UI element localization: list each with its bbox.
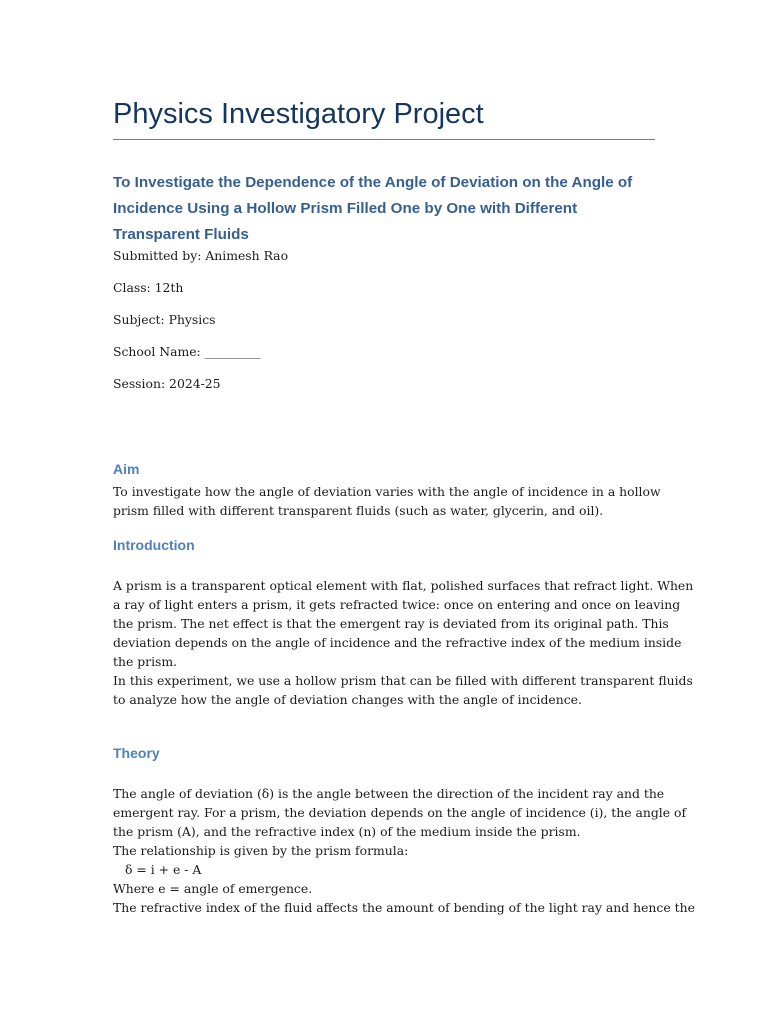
- introduction-paragraph: [113, 576, 694, 709]
- class-info: Class: 12th: [113, 280, 184, 295]
- theory-line: Where e = angle of emergence.: [113, 881, 313, 896]
- introduction-line: a ray of light enters a prism, it gets refracted twice: once on entering and once on leaving: [113, 597, 681, 612]
- aim-paragraph: [113, 482, 661, 520]
- subtitle-line: To Investigate the Dependence of the Angle of Deviation on the Angle of: [113, 174, 633, 191]
- school-name: School Name: _________: [113, 344, 261, 359]
- theory-line: emergent ray. For a prism, the deviation depends on the angle of incidence (i), the angle of: [113, 805, 687, 820]
- session-info: Session: 2024-25: [113, 376, 221, 391]
- aim-heading: Aim: [113, 461, 140, 477]
- theory-line: The relationship is given by the prism formula:: [113, 843, 409, 858]
- introduction-line: to analyze how the angle of deviation changes with the angle of incidence.: [113, 692, 582, 707]
- aim-line: prism filled with different transparent fluids (such as water, glycerin, and oil).: [113, 503, 604, 518]
- subtitle-line: Transparent Fluids: [113, 226, 249, 243]
- theory-line: the prism (A), and the refractive index (n) of the medium inside the prism.: [113, 824, 581, 839]
- document-title: Physics Investigatory Project: [113, 98, 484, 130]
- introduction-line: A prism is a transparent optical element with flat, polished surfaces that refract light. When: [113, 578, 694, 593]
- introduction-line: In this experiment, we use a hollow prism that can be filled with different transparent fluids: [113, 673, 693, 688]
- title-underline: [113, 139, 655, 140]
- submitted-by: Submitted by: Animesh Rao: [113, 248, 289, 263]
- theory-paragraph: [113, 784, 695, 917]
- subtitle-line: Incidence Using a Hollow Prism Filled One by One with Different: [113, 200, 578, 217]
- theory-line: The angle of deviation (δ) is the angle between the direction of the incident ray and the: [113, 786, 665, 801]
- prism-formula: δ = i + e - A: [125, 862, 202, 877]
- project-subtitle: [113, 170, 655, 248]
- theory-line: The refractive index of the fluid affects the amount of bending of the light ray and hence the: [113, 900, 695, 915]
- theory-heading: Theory: [113, 745, 160, 761]
- introduction-heading: Introduction: [113, 537, 195, 553]
- introduction-line: the prism. The net effect is that the emergent ray is deviated from its original path. This: [113, 616, 669, 631]
- introduction-line: the prism.: [113, 654, 178, 669]
- introduction-line: deviation depends on the angle of incidence and the refractive index of the medium inside: [113, 635, 682, 650]
- aim-line: To investigate how the angle of deviation varies with the angle of incidence in a hollow: [113, 484, 661, 499]
- subject-info: Subject: Physics: [113, 312, 216, 327]
